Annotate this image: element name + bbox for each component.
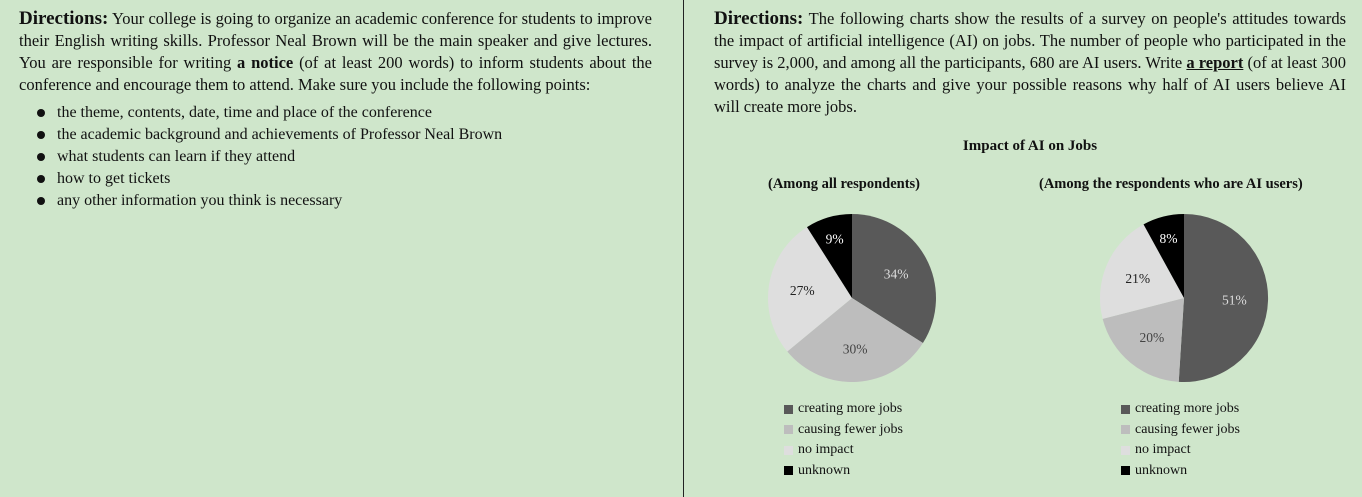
legend-item: unknown: [1121, 461, 1240, 482]
legend-item: creating more jobs: [784, 399, 903, 420]
pie-label-no-impact: 21%: [1125, 270, 1151, 286]
directions-label: Directions:: [714, 8, 804, 29]
pie-label-unknown: 9%: [825, 231, 844, 247]
legend-swatch: [784, 466, 793, 475]
notice-emphasis: a notice: [237, 53, 294, 72]
list-item: any other information you think is necessary: [37, 190, 652, 212]
list-item: the academic background and achievements of Professor Neal Brown: [37, 124, 652, 146]
legend-swatch: [1121, 425, 1130, 434]
panel-divider: [683, 0, 684, 497]
legend-swatch: [1121, 446, 1130, 455]
left-directions: [19, 8, 652, 96]
pie-label-unknown: 8%: [1159, 230, 1178, 246]
legend-item: unknown: [784, 461, 903, 482]
legend-item: causing fewer jobs: [1121, 420, 1240, 441]
bullet-icon: [37, 131, 45, 139]
left-text-1: Your college is going to organize an academic conference for students to improve their English writing skills. Professor Neal Brown will be the main speaker and give lectures. You are responsible for writing: [19, 9, 652, 72]
legend-swatch: [1121, 405, 1130, 414]
bullet-icon: [37, 175, 45, 183]
list-item: how to get tickets: [37, 168, 652, 190]
left-panel: [19, 8, 652, 212]
legend-all: [784, 399, 903, 481]
pie-label-creating-more-jobs: 34%: [883, 266, 909, 282]
legend-item: causing fewer jobs: [784, 420, 903, 441]
chart-title: Impact of AI on Jobs: [962, 138, 1098, 154]
chart-subtitle-ai-users: (Among the respondents who are AI users): [1039, 176, 1303, 192]
pie-label-causing-fewer-jobs: 20%: [1139, 329, 1165, 345]
pie-chart-ai-users: [1099, 213, 1269, 383]
legend-swatch: [784, 405, 793, 414]
bullet-icon: [37, 153, 45, 161]
pie-label-no-impact: 27%: [789, 283, 815, 299]
legend-item: no impact: [784, 440, 903, 461]
legend-swatch: [784, 425, 793, 434]
legend-item: no impact: [1121, 440, 1240, 461]
points-list: [19, 102, 652, 212]
right-directions: [714, 8, 1346, 118]
right-text-1: The following charts show the results of a survey on people's attitudes towards the impact of artificial intelligence (AI) on jobs. The number of people who participated in the survey is 2,000, and among all the participants, 680 are AI users. Write: [714, 9, 1346, 72]
report-emphasis: a report: [1186, 53, 1244, 72]
bullet-icon: [37, 197, 45, 205]
pie-chart-all: [767, 213, 937, 383]
legend-swatch: [1121, 466, 1130, 475]
left-text-2: (of at least 200 words) to inform students about the conference and encourage them to attend. Make sure you include the following points:: [19, 53, 652, 94]
bullet-icon: [37, 109, 45, 117]
legend-ai-users: [1121, 399, 1240, 481]
list-item: the theme, contents, date, time and place of the conference: [37, 102, 652, 124]
chart-subtitle-all: (Among all respondents): [768, 176, 920, 192]
right-text-2: (of at least 300 words) to analyze the charts and give your possible reasons why half of AI users believe AI will create more jobs.: [714, 53, 1346, 116]
pie-label-creating-more-jobs: 51%: [1222, 292, 1247, 308]
list-item: what students can learn if they attend: [37, 146, 652, 168]
legend-swatch: [784, 446, 793, 455]
pie-label-causing-fewer-jobs: 30%: [842, 341, 868, 357]
right-panel: [714, 8, 1346, 118]
legend-item: creating more jobs: [1121, 399, 1240, 420]
directions-label: Directions:: [19, 8, 109, 29]
